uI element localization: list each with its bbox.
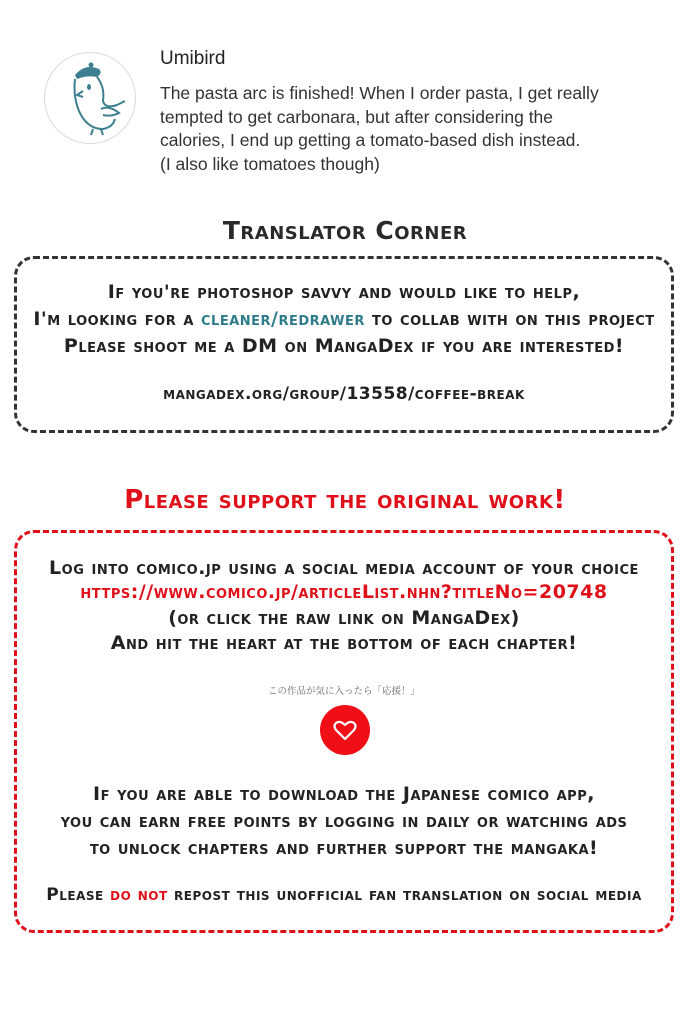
author-message-line: calories, I end up getting a tomato-based dish instead. <box>160 130 581 150</box>
translator-line-2-pre: I'm looking for a <box>33 308 202 330</box>
translator-corner-title: Translator Corner <box>222 216 468 245</box>
support-line-3: (or click the raw link on MangaDex) <box>168 607 520 629</box>
bird-with-beret-icon <box>45 53 135 143</box>
support-para2-line-3: to unlock chapters and further support the mangaka! <box>89 837 599 859</box>
support-para2-line-1: If you are able to download the Japanese comico app, <box>93 783 595 805</box>
support-box <box>14 530 674 933</box>
do-not-highlight: do not <box>110 885 168 905</box>
translator-line-2-post: to collab with on this project <box>364 308 655 330</box>
heart-icon <box>333 719 357 741</box>
author-avatar <box>44 52 136 144</box>
support-para2-line-2: you can earn free points by logging in daily or watching ads <box>60 810 628 832</box>
repost-post: repost this unofficial fan translation on social media <box>167 885 642 905</box>
repost-pre: Please <box>46 885 111 905</box>
support-line-1: Log into comico.jp using a social media account of your choice <box>49 557 639 579</box>
translator-line-1: If you're photoshop savvy and would like to help, <box>107 281 581 303</box>
translator-corner-box <box>14 256 674 433</box>
author-comment <box>44 44 664 184</box>
cleaner-redrawer-highlight: cleaner/redrawer <box>201 308 365 330</box>
author-message-line: tempted to get carbonara, but after considering the <box>160 106 554 127</box>
heart-support-button[interactable] <box>320 705 370 755</box>
group-link[interactable]: mangadex.org/group/13558/coffee-break <box>163 384 525 404</box>
author-message <box>160 82 660 176</box>
support-line-4: And hit the heart at the bottom of each chapter! <box>110 632 578 654</box>
comico-url-link[interactable]: https://www.comico.jp/articleList.nhn?titleNo=20748 <box>80 581 608 603</box>
jp-support-caption: この作品が気に入ったら「応援！」 <box>267 686 420 697</box>
author-name: Umibird <box>160 48 226 69</box>
author-message-line: The pasta arc is finished! When I order pasta, I get really <box>160 83 599 103</box>
translator-line-3: Please shoot me a DM on MangaDex if you are interested! <box>63 335 625 357</box>
repost-warning <box>17 885 671 905</box>
translator-line-2 <box>17 308 671 330</box>
support-title: Please support the original work! <box>124 485 566 515</box>
author-message-line: (I also like tomatoes though) <box>160 153 380 174</box>
